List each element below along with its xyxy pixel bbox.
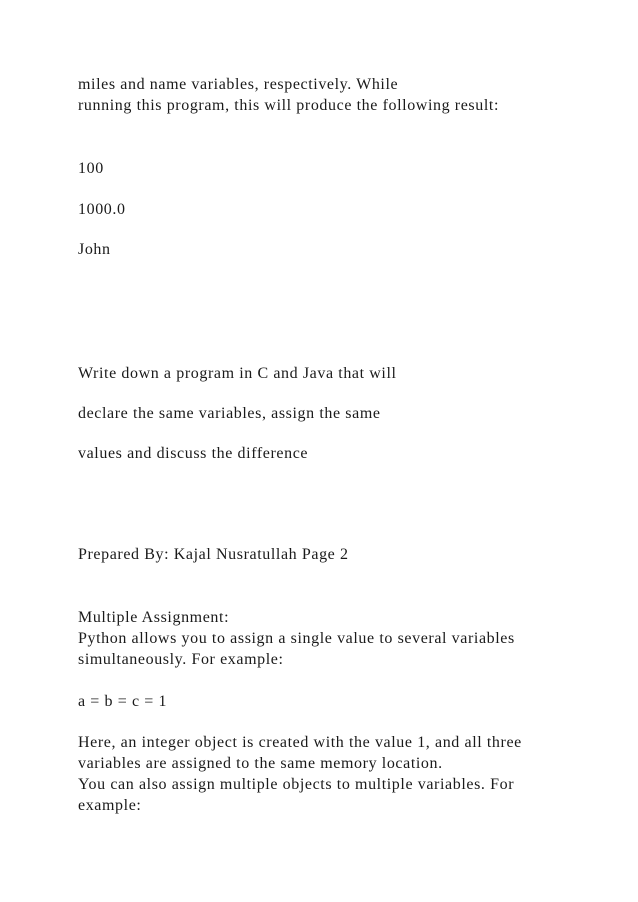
paragraph-line: miles and name variables, respectively. While bbox=[78, 76, 399, 93]
output-line: John bbox=[78, 241, 111, 258]
explanation-line: Here, an integer object is created with the value 1, and all three bbox=[78, 734, 522, 751]
output-line: 100 bbox=[78, 160, 104, 177]
page-footer: Prepared By: Kajal Nusratullah Page 2 bbox=[78, 546, 349, 563]
section-title: Multiple Assignment: bbox=[78, 609, 230, 626]
explanation-line: example: bbox=[78, 797, 142, 814]
code-example: a = b = c = 1 bbox=[78, 693, 168, 710]
exercise-line: declare the same variables, assign the same bbox=[78, 405, 381, 422]
paragraph-line: running this program, this will produce the following result: bbox=[78, 97, 499, 114]
section-intro-line: Python allows you to assign a single value to several variables bbox=[78, 630, 515, 647]
explanation-line: variables are assigned to the same memory location. bbox=[78, 755, 443, 772]
exercise-line: Write down a program in C and Java that will bbox=[78, 365, 397, 382]
output-line: 1000.0 bbox=[78, 201, 126, 218]
section-intro-line: simultaneously. For example: bbox=[78, 651, 284, 668]
exercise-line: values and discuss the difference bbox=[78, 445, 309, 462]
explanation-line: You can also assign multiple objects to multiple variables. For bbox=[78, 776, 515, 793]
